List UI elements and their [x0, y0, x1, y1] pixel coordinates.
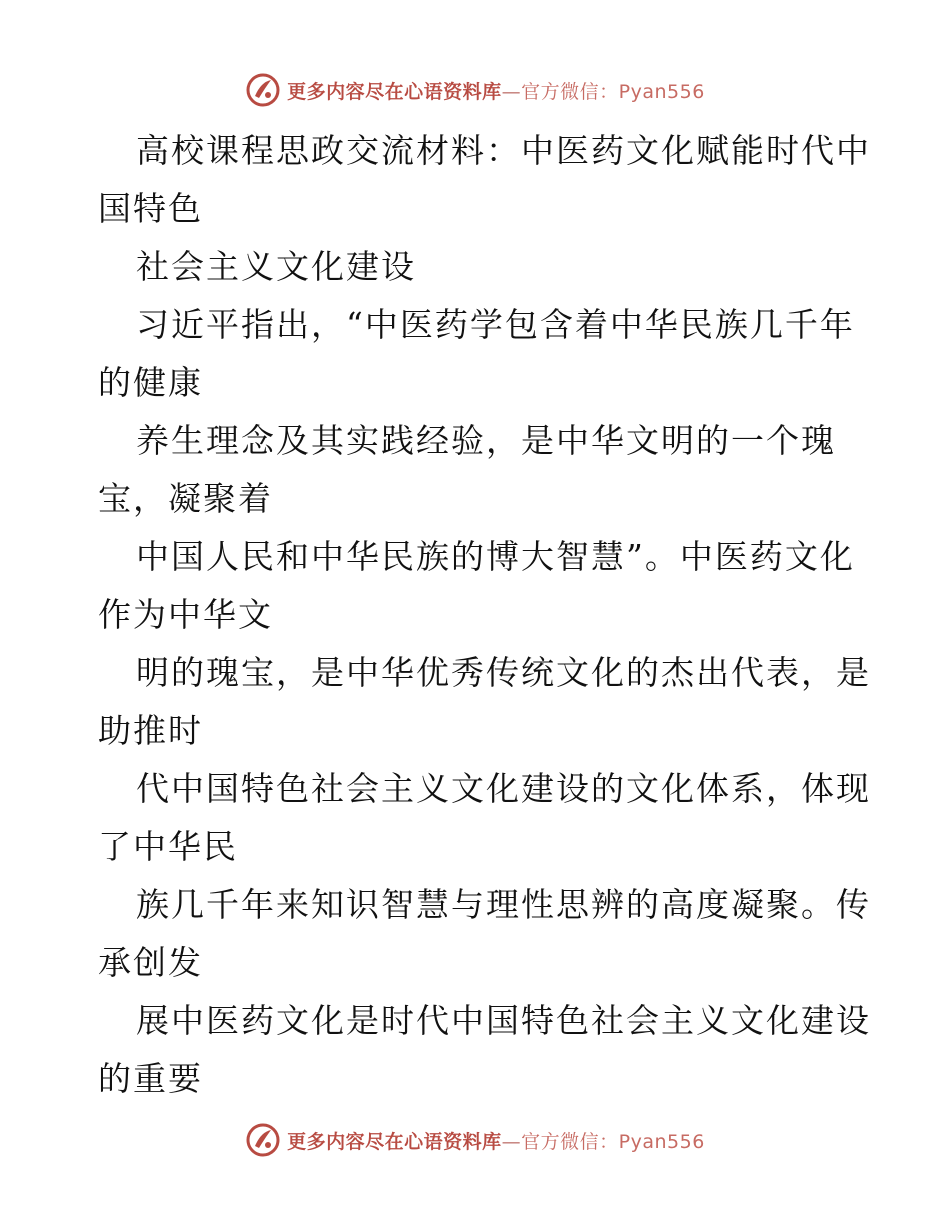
text-line: 中国人民和中华民族的博大智慧”。中医药文化	[136, 537, 855, 576]
text-line: 助推时	[98, 711, 203, 750]
banner-promo: 更多内容尽在心语资料库	[287, 1130, 502, 1153]
header-banner-text	[287, 77, 705, 104]
banner-separator: —	[501, 1130, 522, 1153]
text-line: 的重要	[98, 1059, 203, 1098]
text-line: 的健康	[98, 363, 203, 402]
text-line: 国特色	[98, 189, 203, 228]
text-line: 养生理念及其实践经验，是中华文明的一个瑰	[136, 421, 836, 460]
text-line: 作为中华文	[98, 595, 273, 634]
banner-promo: 更多内容尽在心语资料库	[287, 80, 502, 103]
text-line: 展中医药文化是时代中国特色社会主义文化建设	[136, 1001, 871, 1040]
text-line: 了中华民	[98, 827, 238, 866]
text-line: 承创发	[98, 943, 203, 982]
banner-contact: 官方微信：Pyan556	[521, 1130, 705, 1153]
text-line: 高校课程思政交流材料：中医药文化赋能时代中	[136, 131, 871, 170]
text-line: 社会主义文化建设	[136, 247, 416, 286]
banner-separator: —	[501, 80, 522, 103]
banner-contact: 官方微信：Pyan556	[521, 80, 705, 103]
header-banner	[0, 70, 950, 110]
red-brush-seal-icon	[245, 72, 281, 108]
red-brush-seal-icon	[245, 1122, 281, 1158]
text-line: 习近平指出，“中医药学包含着中华民族几千年	[136, 305, 855, 344]
text-line: 族几千年来知识智慧与理性思辨的高度凝聚。传	[136, 885, 871, 924]
footer-banner	[0, 1120, 950, 1160]
text-line: 明的瑰宝，是中华优秀传统文化的杰出代表，是	[136, 653, 871, 692]
footer-banner-text	[287, 1127, 705, 1154]
text-line: 宝，凝聚着	[98, 479, 273, 518]
text-line: 代中国特色社会主义文化建设的文化体系，体现	[136, 769, 871, 808]
